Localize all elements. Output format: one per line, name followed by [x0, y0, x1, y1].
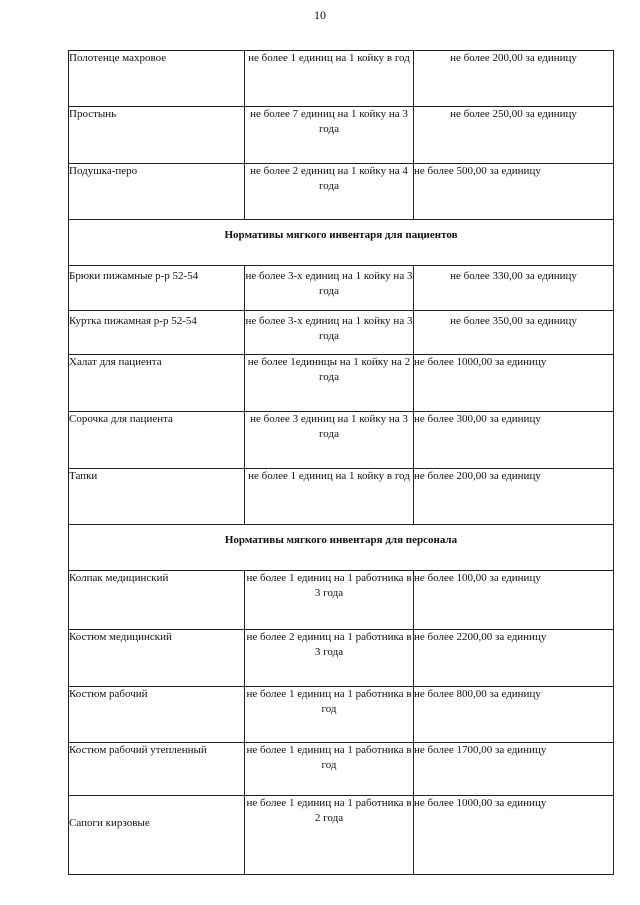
item-norm: не более 1 единиц на 1 работника в 3 года [245, 571, 414, 630]
item-norm: не более 1 единиц на 1 работника в год [245, 687, 414, 743]
item-name: Тапки [69, 469, 245, 525]
table-row [69, 51, 614, 107]
item-norm: не более 1 единиц на 1 койку в год [245, 51, 414, 107]
item-price: не более 200,00 за единицу [414, 469, 614, 525]
item-price: не более 1000,00 за единицу [414, 355, 614, 412]
item-norm: не более 3-х единиц на 1 койку на 3 года [245, 311, 414, 355]
table-row [69, 743, 614, 796]
item-norm: не более 7 единиц на 1 койку на 3 года [245, 107, 414, 164]
item-price: не более 800,00 за единицу [414, 687, 614, 743]
item-price: не более 100,00 за единицу [414, 571, 614, 630]
item-price: не более 330,00 за единицу [414, 266, 614, 311]
item-name: Костюм рабочий [69, 687, 245, 743]
table-row [69, 266, 614, 311]
item-price: не более 200,00 за единицу [414, 51, 614, 107]
item-price: не более 350,00 за единицу [414, 311, 614, 355]
page-number: 10 [314, 8, 326, 22]
item-name: Подушка-перо [69, 164, 245, 220]
table-row [69, 412, 614, 469]
item-price: не более 1700,00 за единицу [414, 743, 614, 796]
item-name: Сапоги кирзовые [69, 796, 245, 875]
item-norm: не более 2 единиц на 1 койку на 4 года [245, 164, 414, 220]
item-norm: не более 1 единиц на 1 работника в 2 года [245, 796, 414, 875]
item-price: не более 300,00 за единицу [414, 412, 614, 469]
item-name: Костюм медицинский [69, 630, 245, 687]
item-name: Сорочка для пациента [69, 412, 245, 469]
norms-table [68, 50, 614, 875]
table-row [69, 630, 614, 687]
item-name: Колпак медицинский [69, 571, 245, 630]
section-title-patients: Нормативы мягкого инвентаря для пациентов [69, 220, 614, 266]
item-name: Куртка пижамная р-р 52-54 [69, 311, 245, 355]
item-norm: не более 2 единиц на 1 работника в 3 года [245, 630, 414, 687]
table-row [69, 571, 614, 630]
section-header-row [69, 525, 614, 571]
item-price: не более 1000,00 за единицу [414, 796, 614, 875]
item-price: не более 2200,00 за единицу [414, 630, 614, 687]
item-name: Полотенце махровое [69, 51, 245, 107]
item-norm: не более 1 единиц на 1 работника в год [245, 743, 414, 796]
table-row [69, 687, 614, 743]
section-title-staff: Нормативы мягкого инвентаря для персонала [69, 525, 614, 571]
item-norm: не более 3 единиц на 1 койку на 3 года [245, 412, 414, 469]
table-row [69, 796, 614, 875]
item-price: не более 500,00 за единицу [414, 164, 614, 220]
item-name: Брюки пижамные р-р 52-54 [69, 266, 245, 311]
item-norm: не более 1 единиц на 1 койку в год [245, 469, 414, 525]
table-row [69, 355, 614, 412]
item-name: Халат для пациента [69, 355, 245, 412]
table-row [69, 469, 614, 525]
section-header-row [69, 220, 614, 266]
table-row [69, 164, 614, 220]
table-row [69, 107, 614, 164]
item-name: Простынь [69, 107, 245, 164]
table-row [69, 311, 614, 355]
item-norm: не более 1единицы на 1 койку на 2 года [245, 355, 414, 412]
item-price: не более 250,00 за единицу [414, 107, 614, 164]
item-name: Костюм рабочий утепленный [69, 743, 245, 796]
item-norm: не более 3-х единиц на 1 койку на 3 года [245, 266, 414, 311]
